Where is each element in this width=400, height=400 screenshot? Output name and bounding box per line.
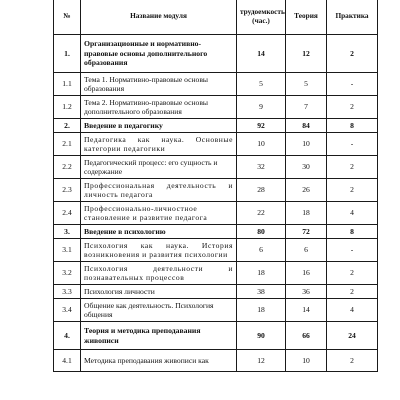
row-practice-hours: 2 <box>327 350 378 372</box>
row-number: 2.1 <box>54 133 81 156</box>
row-theory-hours: 84 <box>286 119 327 133</box>
row-number: 2.3 <box>54 179 81 202</box>
header-theory: Теория <box>286 0 327 35</box>
row-theory-hours: 36 <box>286 285 327 299</box>
row-practice-hours: 2 <box>327 35 378 73</box>
row-practice-hours: 8 <box>327 225 378 239</box>
row-module-name: Педагогика как наука. Основные категории педагогики <box>81 133 237 156</box>
row-number: 1.1 <box>54 73 81 96</box>
row-number: 1.2 <box>54 96 81 119</box>
row-module-name: Профессиональная деятельность и личность педагога <box>81 179 237 202</box>
table-row-section <box>54 119 378 133</box>
row-module-name: Организационные и нормативно-правовые основы дополнительного образования <box>81 35 237 73</box>
row-total-hours: 18 <box>237 299 286 322</box>
row-total-hours: 22 <box>237 202 286 225</box>
row-total-hours: 5 <box>237 73 286 96</box>
row-practice-hours: 2 <box>327 156 378 179</box>
row-total-hours: 80 <box>237 225 286 239</box>
table-row <box>54 133 378 156</box>
row-module-name: Тема 2. Нормативно-правовые основы дополнительного образования <box>81 96 237 119</box>
row-theory-hours: 66 <box>286 322 327 350</box>
row-number: 3. <box>54 225 81 239</box>
row-module-name: Теория и методика преподавания живописи <box>81 322 237 350</box>
table-row <box>54 73 378 96</box>
row-theory-hours: 5 <box>286 73 327 96</box>
row-module-name: Психология деятельности и познавательных процессов <box>81 262 237 285</box>
row-theory-hours: 30 <box>286 156 327 179</box>
row-theory-hours: 6 <box>286 239 327 262</box>
table-row <box>54 262 378 285</box>
row-practice-hours: 4 <box>327 202 378 225</box>
row-practice-hours: 2 <box>327 262 378 285</box>
row-practice-hours: - <box>327 133 378 156</box>
header-module-name: Название модуля <box>81 0 237 35</box>
row-practice-hours: 8 <box>327 119 378 133</box>
row-number: 3.4 <box>54 299 81 322</box>
table-row-section <box>54 35 378 73</box>
row-theory-hours: 26 <box>286 179 327 202</box>
row-practice-hours: - <box>327 73 378 96</box>
row-module-name: Методика преподавания живописи как <box>81 350 237 372</box>
table-row-section <box>54 225 378 239</box>
row-practice-hours: 4 <box>327 299 378 322</box>
table-row <box>54 156 378 179</box>
row-module-name: Профессионально-личностное становление и развитие педагога <box>81 202 237 225</box>
table-row <box>54 350 378 372</box>
row-practice-hours: 24 <box>327 322 378 350</box>
row-module-name: Введение в психологию <box>81 225 237 239</box>
row-theory-hours: 14 <box>286 299 327 322</box>
row-total-hours: 90 <box>237 322 286 350</box>
row-number: 4. <box>54 322 81 350</box>
table-row <box>54 179 378 202</box>
row-total-hours: 12 <box>237 350 286 372</box>
row-number: 1. <box>54 35 81 73</box>
row-total-hours: 6 <box>237 239 286 262</box>
table-row <box>54 299 378 322</box>
table-row-section <box>54 322 378 350</box>
row-practice-hours: 2 <box>327 179 378 202</box>
row-theory-hours: 10 <box>286 133 327 156</box>
header-practice: Практика <box>327 0 378 35</box>
table-header-row <box>54 0 378 35</box>
row-theory-hours: 7 <box>286 96 327 119</box>
table-row <box>54 202 378 225</box>
curriculum-table <box>53 0 378 372</box>
row-number: 2.2 <box>54 156 81 179</box>
row-number: 3.3 <box>54 285 81 299</box>
row-number: 2.4 <box>54 202 81 225</box>
row-total-hours: 92 <box>237 119 286 133</box>
row-theory-hours: 10 <box>286 350 327 372</box>
row-total-hours: 38 <box>237 285 286 299</box>
row-number: 3.1 <box>54 239 81 262</box>
row-module-name: Введение в педагогику <box>81 119 237 133</box>
row-theory-hours: 72 <box>286 225 327 239</box>
row-theory-hours: 16 <box>286 262 327 285</box>
table-row <box>54 285 378 299</box>
row-total-hours: 28 <box>237 179 286 202</box>
row-total-hours: 14 <box>237 35 286 73</box>
row-total-hours: 9 <box>237 96 286 119</box>
row-practice-hours: 2 <box>327 285 378 299</box>
row-practice-hours: - <box>327 239 378 262</box>
row-module-name: Психология личности <box>81 285 237 299</box>
row-module-name: Тема 1. Нормативно-правовые основы образования <box>81 73 237 96</box>
table-row <box>54 96 378 119</box>
row-number: 3.2 <box>54 262 81 285</box>
row-number: 4.1 <box>54 350 81 372</box>
row-practice-hours: 2 <box>327 96 378 119</box>
row-total-hours: 10 <box>237 133 286 156</box>
row-theory-hours: 12 <box>286 35 327 73</box>
row-total-hours: 18 <box>237 262 286 285</box>
row-number: 2. <box>54 119 81 133</box>
header-total-hours: трудоемкость (час.) <box>237 0 286 35</box>
row-theory-hours: 18 <box>286 202 327 225</box>
table-row <box>54 239 378 262</box>
row-module-name: Педагогический процесс: его сущность и содержание <box>81 156 237 179</box>
row-module-name: Общение как деятельность. Психология общения <box>81 299 237 322</box>
header-number: № <box>54 0 81 35</box>
row-module-name: Психология как наука. История возникновения и развития психологии <box>81 239 237 262</box>
row-total-hours: 32 <box>237 156 286 179</box>
